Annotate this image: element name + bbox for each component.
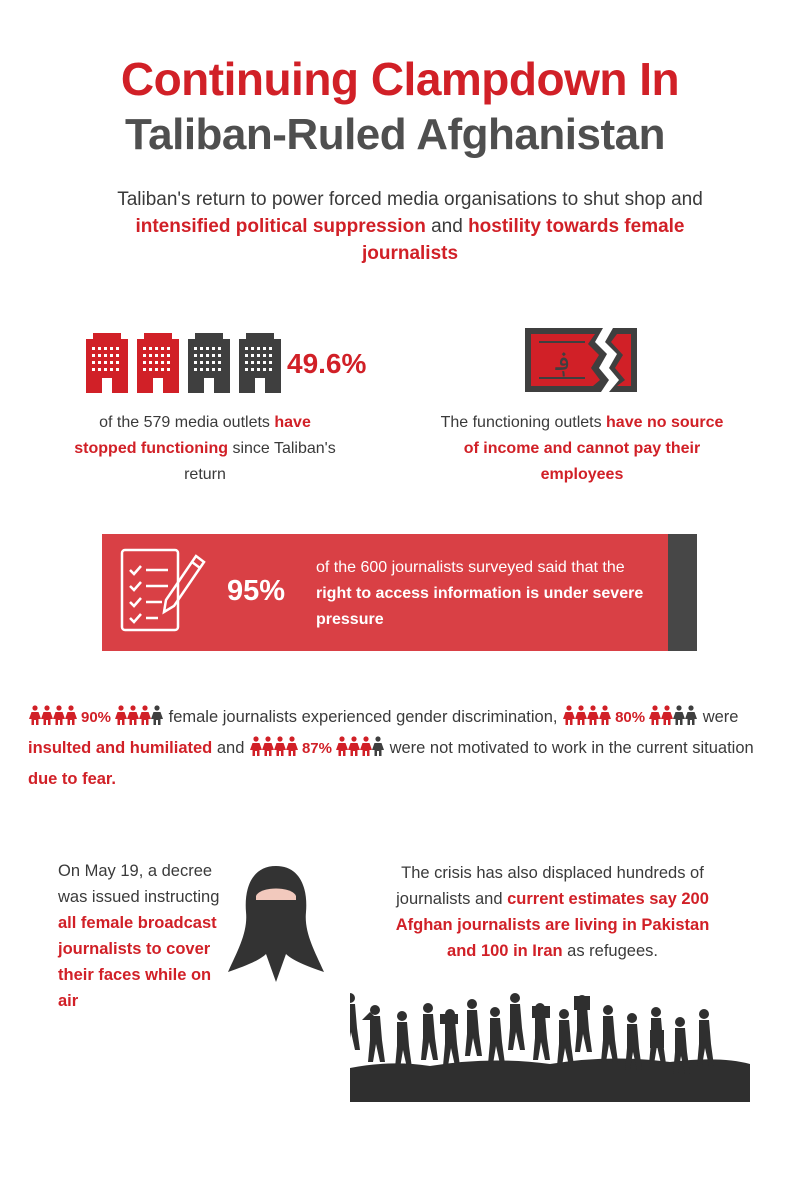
female-stats-paragraph — [28, 702, 780, 795]
female-stats-text-part: female journalists experienced gender discrimination, — [164, 708, 563, 726]
crisis-text-part: The crisis has also displaced hundreds of journalists and — [396, 864, 704, 908]
building-icon — [239, 333, 281, 393]
crisis-text — [380, 860, 725, 964]
income-text-part: The functioning outlets — [440, 414, 607, 431]
intro-text-part: and — [425, 216, 469, 237]
decree-text — [58, 858, 228, 1014]
outlets-highlight: have stopped functioning — [74, 414, 311, 457]
outlets-text — [70, 410, 340, 488]
woman-figure-icon-group — [249, 735, 299, 757]
intro-text-part: Taliban's return to power forced media organisations to shut shop and — [117, 189, 703, 210]
building-icon — [188, 333, 230, 393]
income-text — [432, 410, 732, 488]
woman-figure-icon-group — [335, 735, 385, 757]
hijab-woman-icon — [226, 862, 326, 984]
intro-highlight: hostility towards female journalists — [361, 216, 685, 264]
decree-text-part: On May 19, a decree was issued instructing — [58, 862, 220, 906]
female-stats-highlight: due to fear. — [28, 770, 117, 788]
outlets-percent: 49.6% — [287, 348, 367, 379]
intro-text — [100, 186, 720, 267]
outlets-text-part: of the 579 media outlets — [99, 414, 275, 431]
woman-figure-icon-group — [648, 704, 698, 726]
female-stats-text-part: were not motivated to work in the current situation — [385, 739, 754, 757]
crisis-highlight: current estimates say 200 Afghan journalists are living in Pakistan and 100 in Iran — [395, 890, 710, 960]
buildings-icon-group — [86, 333, 281, 393]
decree-highlight: all female broadcast journalists to cover their faces while on air — [58, 914, 217, 1010]
survey-percent: 95% — [227, 575, 286, 607]
female-stats-text-part: were — [698, 708, 739, 726]
survey-highlight: right to access information is under severe pressure — [316, 585, 644, 628]
crisis-text-part: as refugees. — [562, 942, 658, 960]
stat-90-percent: 90% — [81, 709, 112, 726]
title-line-1: Continuing Clampdown In — [120, 53, 680, 105]
woman-figure-icon-group — [28, 704, 78, 726]
title-line-2: Taliban-Ruled Afghanistan — [125, 110, 665, 159]
currency-note-icon — [525, 328, 637, 392]
female-stats-text-part: and — [212, 739, 249, 757]
svg-text:؋: ؋ — [555, 347, 571, 377]
building-icon — [137, 333, 179, 393]
income-highlight: have no source of income and cannot pay their employees — [463, 414, 724, 483]
outlets-text-part: since Taliban's return — [184, 440, 336, 483]
building-icon — [86, 333, 128, 393]
intro-highlight: intensified political suppression — [135, 216, 426, 237]
female-stats-highlight: insulted and humiliated — [28, 739, 213, 757]
woman-figure-icon-group — [114, 704, 164, 726]
survey-text — [316, 555, 656, 633]
refugee-crowd-silhouette — [350, 990, 750, 1102]
survey-text-part: of the 600 journalists surveyed said that the — [316, 559, 625, 576]
stat-87-percent: 87% — [301, 740, 332, 757]
woman-figure-icon-group — [562, 704, 612, 726]
survey-banner-accent — [668, 534, 697, 651]
checklist-document-icon — [118, 546, 206, 634]
stat-80-percent: 80% — [615, 709, 646, 726]
